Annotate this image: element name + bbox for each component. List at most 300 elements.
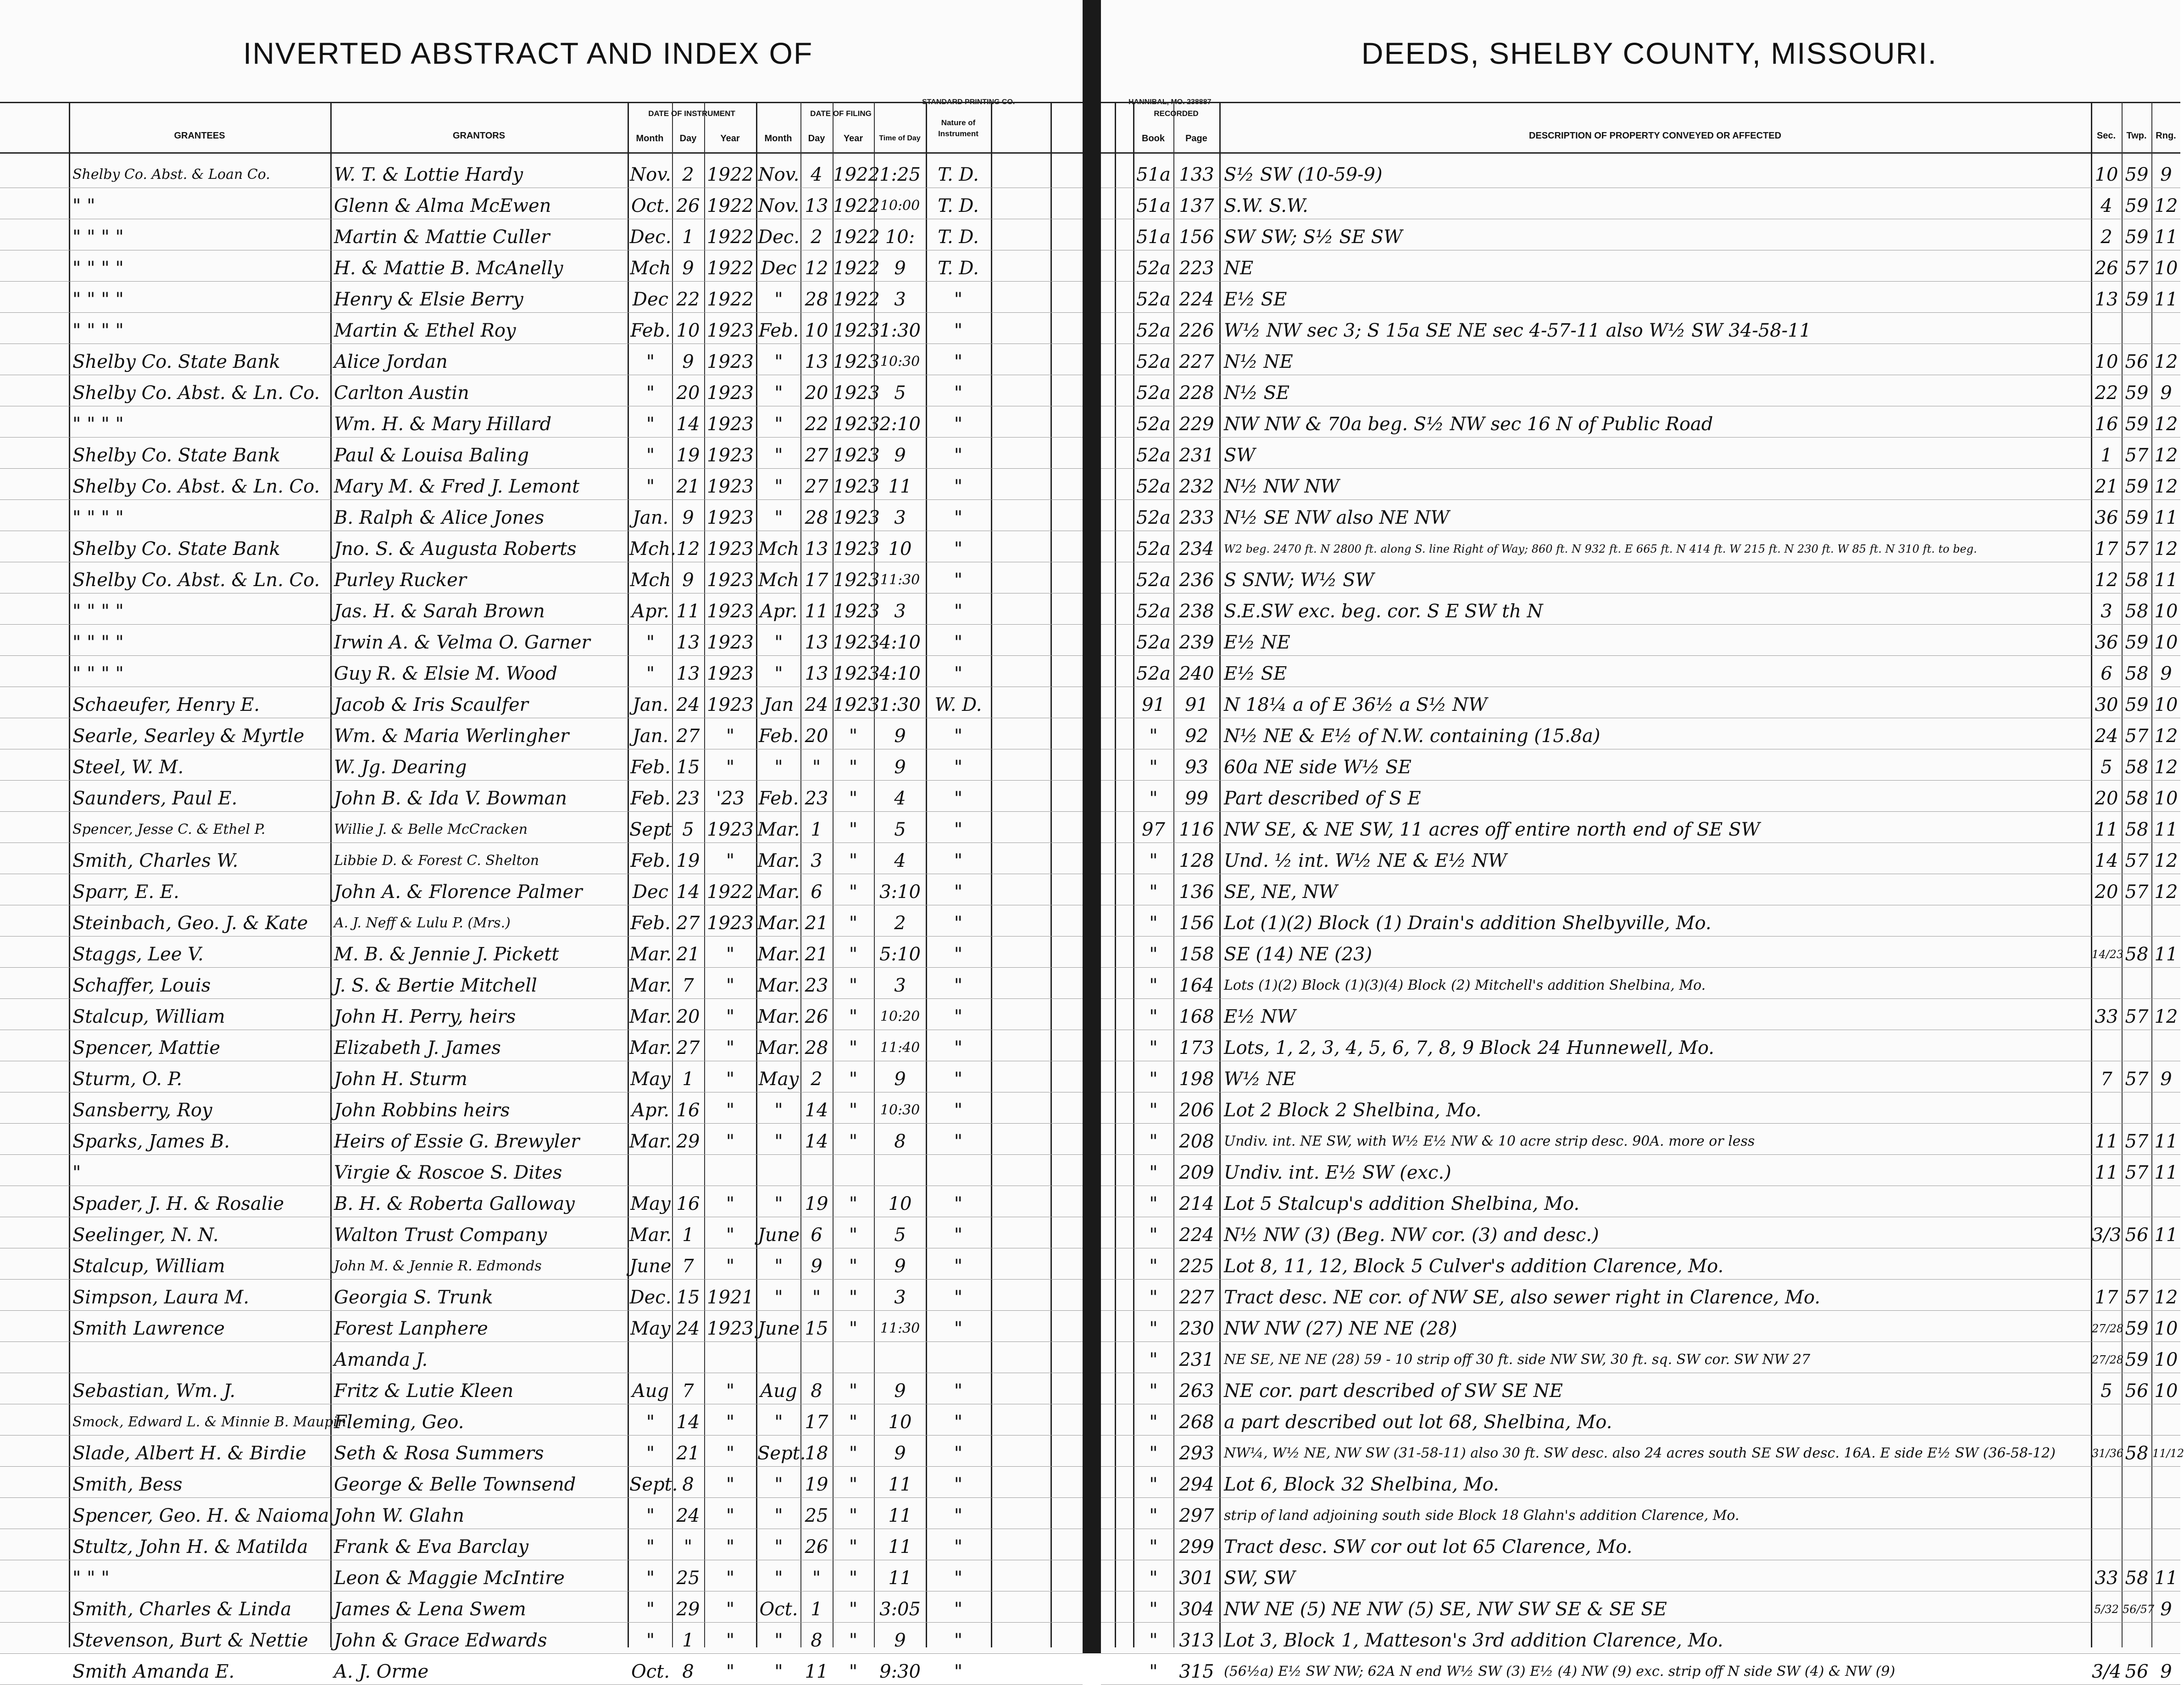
left-ledger-row: [0, 593, 1083, 625]
description-cell: Lot 3, Block 1, Matteson's 3rd addition Clarence, Mo.: [1224, 1630, 1723, 1651]
filing-time-cell: 10: [888, 1193, 912, 1214]
sec-cell: 16: [2095, 414, 2118, 435]
instrument-month-cell: Mar.: [629, 1006, 672, 1027]
page-cell: 228: [1179, 382, 1214, 404]
instrument-year-cell: ": [726, 1100, 735, 1121]
twp-cell: 59: [2125, 1349, 2149, 1370]
nature-cell: ": [954, 1443, 963, 1464]
right-ledger-row: [1101, 1186, 2180, 1217]
filing-time-cell: 9: [894, 258, 906, 279]
instrument-month-cell: ": [646, 382, 655, 404]
twp-cell: 59: [2125, 507, 2149, 528]
sec-cell: 31/36: [2092, 1447, 2124, 1460]
filing-month-cell: ": [774, 445, 783, 466]
instrument-day-cell: 9: [682, 507, 694, 528]
filing-month-cell: ": [774, 663, 783, 684]
instrument-month-cell: Oct.: [631, 195, 670, 216]
grantor-cell: Fleming, Geo.: [334, 1412, 464, 1433]
filing-year-cell: 1923: [833, 538, 880, 560]
grantee-cell: Sparr, E. E.: [72, 881, 179, 903]
left-ledger-row: [0, 1654, 1083, 1685]
grantor-cell: Alice Jordan: [334, 351, 448, 372]
left-ledger-row: [0, 282, 1083, 313]
book-cell: 52a: [1136, 320, 1171, 341]
filing-month-cell: ": [774, 1412, 783, 1433]
filing-year-cell: ": [849, 1474, 858, 1495]
book-cell: ": [1149, 1380, 1158, 1402]
sec-cell: 36: [2095, 507, 2118, 528]
instrument-year-cell: ": [726, 1069, 735, 1090]
book-cell: ": [1149, 850, 1158, 871]
left-ledger-row: [0, 406, 1083, 438]
right-ledger-grid: [1101, 102, 2184, 1682]
right-ledger-row: [1101, 375, 2180, 406]
page-cell: 313: [1179, 1630, 1214, 1651]
instrument-day-cell: 10: [676, 320, 700, 341]
filing-time-cell: 10:30: [880, 354, 920, 370]
instrument-year-cell: ": [726, 1225, 735, 1246]
grantee-cell: Smith Lawrence: [72, 1318, 225, 1339]
instrument-month-cell: Mar.: [629, 1225, 672, 1246]
rng-cell: 11: [2154, 570, 2178, 591]
filing-year-cell: 1922: [833, 258, 880, 279]
instrument-year-cell: 1923: [707, 414, 754, 435]
description-cell: E½ SE: [1224, 663, 1287, 684]
filing-time-cell: 10:20: [880, 1009, 920, 1025]
instrument-month-cell: May: [630, 1193, 671, 1214]
left-ledger-row: [0, 500, 1083, 531]
filing-day-cell: 17: [805, 1412, 828, 1433]
sec-cell: 12: [2095, 570, 2118, 591]
nature-cell: ": [954, 788, 963, 809]
filing-year-cell: 1922: [833, 289, 880, 310]
book-cell: 52a: [1136, 570, 1171, 591]
rng-cell: 12: [2154, 538, 2178, 560]
rng-cell: 11: [2154, 1225, 2178, 1246]
description-cell: Lot 2 Block 2 Shelbina, Mo.: [1224, 1100, 1482, 1121]
description-cell: N½ SE NW also NE NW: [1224, 507, 1450, 528]
nature-cell: ": [954, 1412, 963, 1433]
right-ledger-row: [1101, 1280, 2180, 1311]
nature-cell: ": [954, 1474, 963, 1495]
grantee-cell: " " " ": [72, 663, 124, 684]
page-cell: 93: [1185, 757, 1208, 778]
grantor-cell: Walton Trust Company: [334, 1225, 547, 1246]
twp-cell: 59: [2125, 694, 2149, 715]
instrument-month-cell: Dec: [632, 289, 669, 310]
grantee-cell: Smith Amanda E.: [72, 1661, 235, 1682]
filing-month-cell: Feb.: [758, 788, 799, 809]
instrument-month-cell: ": [646, 1630, 655, 1651]
filing-time-cell: 9: [894, 445, 906, 466]
instrument-month-cell: ": [646, 632, 655, 653]
instrument-day-cell: 29: [676, 1131, 700, 1152]
filing-day-cell: 15: [805, 1318, 828, 1339]
twp-cell: 59: [2125, 476, 2149, 497]
nature-cell: ": [954, 726, 963, 747]
book-cell: 52a: [1136, 601, 1171, 622]
twp-cell: 56: [2125, 351, 2149, 372]
recorded-header: RECORDED: [1154, 109, 1199, 118]
instrument-month-cell: Mar.: [629, 1037, 672, 1059]
twp-cell: 59: [2125, 289, 2149, 310]
instrument-year-cell: ": [726, 1568, 735, 1589]
instrument-year-cell: ": [726, 757, 735, 778]
instrument-year-cell: 1922: [707, 881, 754, 903]
twp-cell: 57: [2125, 445, 2149, 466]
filing-year-cell: ": [849, 1661, 858, 1682]
filing-year-cell: ": [849, 1630, 858, 1651]
book-cell: ": [1149, 1661, 1158, 1682]
nature-cell: ": [954, 881, 963, 903]
left-ledger-row: [0, 968, 1083, 999]
filing-year-cell: 1923: [833, 414, 880, 435]
filing-year-cell: 1922: [833, 227, 880, 248]
book-cell: 51a: [1136, 164, 1171, 185]
instrument-month-cell: ": [646, 1599, 655, 1620]
grantee-cell: " " " ": [72, 258, 124, 279]
filing-year-cell: ": [849, 975, 858, 996]
grantor-cell: B. Ralph & Alice Jones: [334, 507, 545, 528]
left-ledger-row: [0, 687, 1083, 718]
rng-cell: 10: [2154, 1349, 2178, 1370]
instrument-month-cell: May: [630, 1318, 671, 1339]
right-ledger-row: [1101, 905, 2180, 937]
grantee-cell: " " " ": [72, 632, 124, 653]
grantor-cell: Amanda J.: [334, 1349, 428, 1370]
instrument-year-cell: 1923: [707, 507, 754, 528]
instrument-month-cell: Mar.: [629, 1131, 672, 1152]
sec-cell: 7: [2101, 1069, 2112, 1090]
filing-day-cell: 11: [805, 1661, 828, 1682]
nature-cell: ": [954, 975, 963, 996]
right-ledger-row: [1101, 188, 2180, 219]
twp-cell: 58: [2125, 819, 2149, 840]
filing-day-cell: 1: [811, 819, 822, 840]
instrument-month-cell: ": [646, 445, 655, 466]
filing-day-cell: 6: [811, 1225, 822, 1246]
nature-cell: ": [954, 1536, 963, 1558]
instrument-year-cell: ": [726, 944, 735, 965]
nature-cell: ": [954, 1037, 963, 1059]
filing-month-cell: ": [774, 1131, 783, 1152]
filing-time-cell: 3: [894, 507, 906, 528]
instrument-year-cell: 1922: [707, 258, 754, 279]
instrument-month-cell: Sept: [629, 819, 672, 840]
nature-cell: ": [954, 757, 963, 778]
filing-year-cell: ": [849, 1412, 858, 1433]
right-ledger-row: [1101, 1061, 2180, 1092]
instrument-month-cell: ": [646, 1443, 655, 1464]
grantee-cell: Spencer, Jesse C. & Ethel P.: [72, 821, 266, 837]
sec-cell: 10: [2095, 164, 2118, 185]
book-cell: ": [1149, 1505, 1158, 1526]
grantor-cell: John M. & Jennie R. Edmonds: [334, 1258, 542, 1274]
filing-month-cell: Oct.: [759, 1599, 798, 1620]
page-cell: 231: [1179, 1349, 1214, 1370]
grantee-cell: Stultz, John H. & Matilda: [72, 1536, 308, 1558]
filing-month-cell: Mar.: [757, 1037, 800, 1059]
filing-month-cell: Apr.: [760, 601, 798, 622]
description-cell: NE: [1224, 258, 1254, 279]
instrument-day-cell: 1: [682, 227, 694, 248]
page-cell: 214: [1179, 1193, 1214, 1214]
nature-cell: ": [954, 1568, 963, 1589]
page-cell: 99: [1185, 788, 1208, 809]
sec-cell: 3/3: [2092, 1225, 2122, 1246]
instrument-year-cell: ": [726, 850, 735, 871]
description-cell: NW NW & 70a beg. S½ NW sec 16 N of Public Road: [1224, 414, 1713, 435]
filing-year-cell: 1923: [833, 382, 880, 404]
page-cell: 168: [1179, 1006, 1214, 1027]
book-cell: ": [1149, 1474, 1158, 1495]
twp-cell: 57: [2125, 726, 2149, 747]
description-cell: W2 beg. 2470 ft. N 2800 ft. along S. line Right of Way; 860 ft. N 932 ft. E 665 ft. N 414 ft. W 215 ft. N 230 ft. W 85 ft. N 310 ft. to beg.: [1224, 543, 1977, 555]
instrument-year-cell: 1923: [707, 445, 754, 466]
right-page-header: DEEDS, SHELBY COUNTY, MISSOURI.: [1361, 36, 1937, 70]
filing-month-cell: Mar.: [757, 913, 800, 934]
filing-year-cell: ": [849, 850, 858, 871]
filing-time-cell: 3: [894, 289, 906, 310]
instrument-month-cell: Nov.: [630, 164, 671, 185]
grantee-cell: Spencer, Mattie: [72, 1037, 221, 1059]
description-cell: Lot (1)(2) Block (1) Drain's addition Shelbyville, Mo.: [1224, 913, 1712, 934]
grantee-cell: " " " ": [72, 227, 124, 248]
filing-year-cell: ": [849, 913, 858, 934]
right-ledger-row: [1101, 469, 2180, 500]
rng-cell: 9: [2160, 382, 2172, 404]
grantee-cell: Smith, Bess: [72, 1474, 183, 1495]
filing-month-cell: June: [757, 1225, 800, 1246]
filing-month-cell: ": [774, 289, 783, 310]
grantee-cell: Shelby Co. Abst. & Ln. Co.: [72, 570, 320, 591]
twp-cell: 57: [2125, 881, 2149, 903]
instrument-year-cell: 1921: [707, 1287, 754, 1308]
book-cell: ": [1149, 1006, 1158, 1027]
filing-day-cell: 2: [811, 227, 822, 248]
filing-month-cell: ": [774, 1505, 783, 1526]
grantor-cell: A. J. Orme: [334, 1661, 429, 1682]
rng-cell: 12: [2154, 881, 2178, 903]
right-printer-mark: HANNIBAL, MO. 238887: [1128, 98, 1211, 106]
filing-year-cell: ": [849, 1131, 858, 1152]
right-ledger-row: [1101, 282, 2180, 313]
instrument-month-cell: Apr.: [632, 601, 669, 622]
instrument-month-cell: Mch: [630, 258, 671, 279]
page-cell: 227: [1179, 351, 1214, 372]
filing-day-cell: 10: [805, 320, 828, 341]
grantee-cell: Spader, J. H. & Rosalie: [72, 1193, 284, 1214]
grantor-cell: Glenn & Alma McEwen: [334, 195, 551, 216]
filing-month-cell: ": [774, 1256, 783, 1277]
instrument-year-cell: 1923: [707, 632, 754, 653]
sec-cell: 22: [2095, 382, 2118, 404]
filing-time-cell: 11:30: [880, 572, 920, 588]
right-ledger-row: [1101, 562, 2180, 593]
filing-month-cell: Mar.: [757, 850, 800, 871]
grantee-cell: " " " ": [72, 289, 124, 310]
instrument-month-cell: Jan.: [632, 726, 669, 747]
twp-cell: 58: [2125, 570, 2149, 591]
rng-cell: 12: [2154, 414, 2178, 435]
right-ledger-row: [1101, 1217, 2180, 1248]
book-cell: ": [1149, 1412, 1158, 1433]
instrument-day-cell: 19: [676, 445, 700, 466]
description-cell: N½ NW (3) (Beg. NW cor. (3) and desc.): [1224, 1225, 1599, 1246]
filing-month-cell: ": [774, 1193, 783, 1214]
right-ledger-row: [1101, 1311, 2180, 1342]
grantee-cell: Smith, Charles & Linda: [72, 1599, 292, 1620]
instrument-day-cell: 27: [676, 913, 700, 934]
book-cell: ": [1149, 1599, 1158, 1620]
instrument-day-cell: 24: [676, 694, 700, 715]
instrument-year-cell: 1923: [707, 351, 754, 372]
page-cell: 240: [1179, 663, 1214, 684]
instrument-day-cell: 25: [676, 1568, 700, 1589]
rng-column-header: Rng.: [2156, 131, 2176, 141]
filing-time-cell: 10: [888, 538, 912, 560]
instrument-month-cell: ": [646, 476, 655, 497]
grantee-cell: Schaffer, Louis: [72, 975, 211, 996]
instrument-month-cell: Feb.: [630, 757, 671, 778]
filing-time-cell: 4: [894, 788, 906, 809]
filing-day-cell: 3: [811, 850, 822, 871]
twp-cell: 56: [2125, 1225, 2149, 1246]
nature-cell: W. D.: [934, 694, 982, 715]
book-cell: 52a: [1136, 414, 1171, 435]
filing-month-cell: ": [774, 757, 783, 778]
filing-month-cell: ": [774, 351, 783, 372]
book-cell: ": [1149, 1630, 1158, 1651]
grantor-cell: Jno. S. & Augusta Roberts: [334, 538, 577, 560]
filing-year-cell: 1923: [833, 632, 880, 653]
filing-day-cell: 21: [805, 944, 828, 965]
grantor-cell: Frank & Eva Barclay: [334, 1536, 529, 1558]
left-ledger-row: [0, 1155, 1083, 1186]
filing-month-cell: Dec.: [758, 227, 800, 248]
twp-column-header: Twp.: [2126, 131, 2147, 141]
grantees-column-header: GRANTEES: [174, 131, 225, 141]
filing-time-cell: 9: [894, 1630, 906, 1651]
page-cell: 238: [1179, 601, 1214, 622]
twp-cell: 57: [2125, 1069, 2149, 1090]
filing-month-cell: ": [774, 1100, 783, 1121]
grantor-cell: Purley Rucker: [334, 570, 467, 591]
right-ledger-row: [1101, 1654, 2180, 1685]
rng-cell: 9: [2160, 1069, 2172, 1090]
right-ledger-row: [1101, 1560, 2180, 1591]
filing-time-cell: 1:30: [879, 320, 921, 341]
instrument-day-cell: 14: [676, 881, 700, 903]
filing-day-cell: 13: [805, 663, 828, 684]
twp-cell: 58: [2125, 1568, 2149, 1589]
filing-time-cell: 3:05: [879, 1599, 921, 1620]
filing-year-cell: 1923: [833, 570, 880, 591]
nature-instrument-header: Nature of Instrument: [938, 118, 978, 138]
left-ledger-row: [0, 344, 1083, 375]
filing-year-cell: ": [849, 1037, 858, 1059]
instrument-day-cell: 1: [682, 1225, 694, 1246]
filing-time-cell: 10:00: [880, 198, 920, 214]
description-cell: N½ NW NW: [1224, 476, 1339, 497]
instrument-day-cell: 2: [682, 164, 694, 185]
filing-time-cell: 9: [894, 726, 906, 747]
instrument-day-cell: 8: [682, 1474, 694, 1495]
page-cell: 234: [1179, 538, 1214, 560]
page-cell: 136: [1179, 881, 1214, 903]
instrument-year-cell: ": [726, 726, 735, 747]
nature-cell: ": [954, 320, 963, 341]
instrument-year-cell: ": [726, 975, 735, 996]
instrument-day-cell: 20: [676, 1006, 700, 1027]
grantee-cell: Steinbach, Geo. J. & Kate: [72, 913, 308, 934]
description-cell: Lots, 1, 2, 3, 4, 5, 6, 7, 8, 9 Block 24 Hunnewell, Mo.: [1224, 1037, 1714, 1059]
description-cell: SW: [1224, 445, 1256, 466]
twp-cell: 59: [2125, 164, 2149, 185]
instrument-day-cell: 29: [676, 1599, 700, 1620]
grantee-cell: " " " ": [72, 601, 124, 622]
grantor-cell: John H. Sturm: [334, 1069, 467, 1090]
twp-cell: 58: [2125, 1443, 2149, 1464]
page-cell: 128: [1179, 850, 1214, 871]
filing-month-cell: ": [774, 476, 783, 497]
grantor-cell: Henry & Elsie Berry: [334, 289, 523, 310]
page-cell: 301: [1179, 1568, 1214, 1589]
nature-cell: ": [954, 913, 963, 934]
description-cell: Tract desc. NE cor. of NW SE, also sewer right in Clarence, Mo.: [1224, 1287, 1821, 1308]
instrument-day-header: Day: [679, 133, 697, 144]
grantee-cell: ": [72, 1162, 81, 1183]
instrument-day-cell: 21: [676, 476, 700, 497]
twp-cell: 56: [2125, 1661, 2149, 1682]
twp-cell: 58: [2125, 788, 2149, 809]
book-cell: ": [1149, 1443, 1158, 1464]
instrument-year-cell: ": [726, 1661, 735, 1682]
filing-time-cell: 8: [894, 1131, 906, 1152]
filing-month-cell: ": [774, 414, 783, 435]
grantee-cell: Slade, Albert H. & Birdie: [72, 1443, 306, 1464]
right-ledger-row: [1101, 1342, 2180, 1373]
right-ledger-row: [1101, 687, 2180, 718]
instrument-month-cell: Jan.: [632, 507, 669, 528]
book-cell: ": [1149, 788, 1158, 809]
filing-year-cell: ": [849, 819, 858, 840]
instrument-day-cell: 15: [676, 1287, 700, 1308]
instrument-day-cell: 11: [676, 601, 700, 622]
filing-month-cell: Sept.: [757, 1443, 806, 1464]
filing-year-cell: ": [849, 1599, 858, 1620]
nature-cell: ": [954, 819, 963, 840]
book-cell: ": [1149, 1225, 1158, 1246]
description-cell: a part described out lot 68, Shelbina, Mo.: [1224, 1412, 1612, 1433]
book-cell: 52a: [1136, 289, 1171, 310]
instrument-month-cell: Mar.: [629, 944, 672, 965]
instrument-day-cell: 5: [682, 819, 694, 840]
grantor-cell: John W. Glahn: [334, 1505, 465, 1526]
filing-year-cell: ": [849, 1568, 858, 1589]
filing-day-cell: 21: [805, 913, 828, 934]
sec-cell: 13: [2095, 289, 2118, 310]
nature-cell: T. D.: [938, 195, 979, 216]
instrument-day-cell: 14: [676, 414, 700, 435]
book-cell: 52a: [1136, 507, 1171, 528]
instrument-year-cell: ": [726, 1599, 735, 1620]
filing-day-cell: 23: [805, 975, 828, 996]
filing-time-cell: 11: [888, 1568, 912, 1589]
grantee-cell: Stalcup, William: [72, 1256, 225, 1277]
description-cell: SE, NE, NW: [1224, 881, 1338, 903]
grantor-cell: Elizabeth J. James: [334, 1037, 501, 1059]
